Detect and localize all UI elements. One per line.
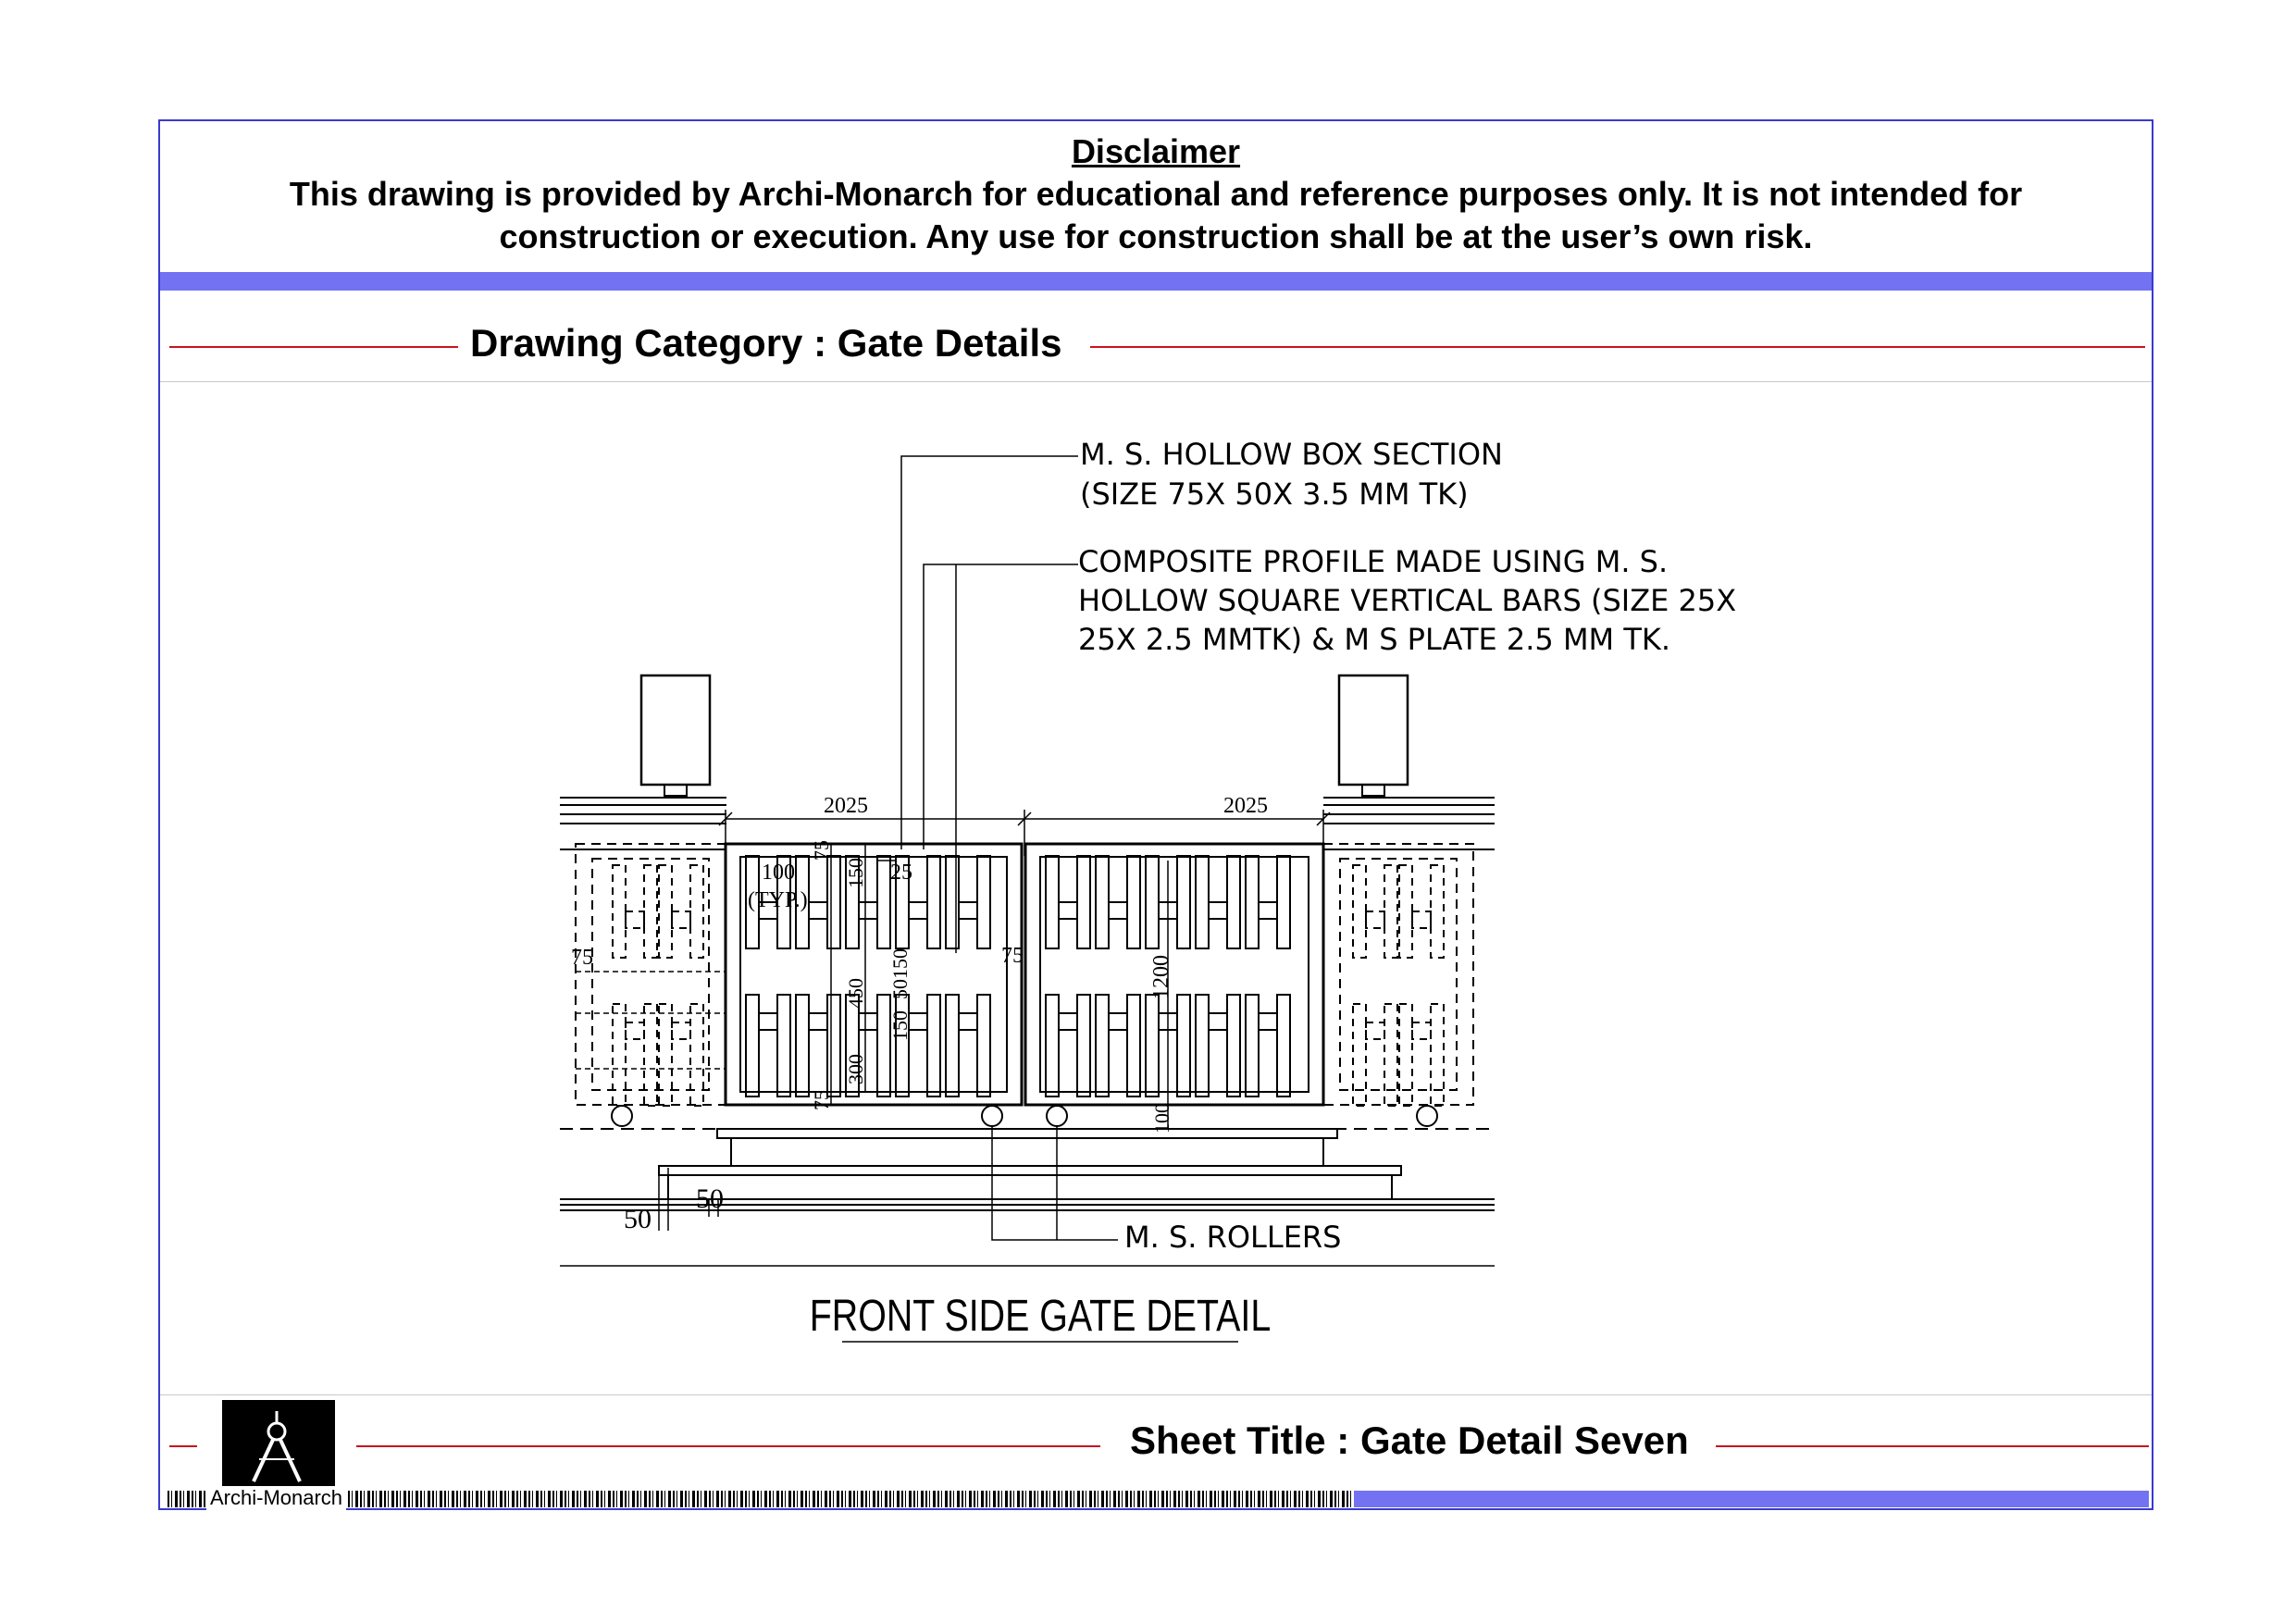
dim-75-bottom: 75 bbox=[810, 1090, 833, 1110]
dim-50-150: 50150 bbox=[888, 948, 912, 999]
dim-width-left: 2025 bbox=[824, 794, 868, 818]
pillar-lamp-left bbox=[641, 675, 710, 796]
drawing-title: FRONT SIDE GATE DETAIL bbox=[809, 1291, 1272, 1341]
label-composite-3: 25X 2.5 MMTK) & M S PLATE 2.5 MM TK. bbox=[1078, 622, 1671, 657]
side-pillar-right bbox=[1323, 844, 1473, 1106]
gate-rollers bbox=[612, 1106, 1437, 1126]
side-pillar-left bbox=[576, 844, 726, 1106]
dim-300: 300 bbox=[844, 1054, 867, 1084]
dim-50-b: 50 bbox=[696, 1183, 724, 1214]
disclaimer-text: This drawing is provided by Archi-Monarch for educational and reference purposes only. It is not intended for construction or execution. Any use for construction shall be at the user’s own risk. bbox=[289, 175, 2023, 255]
dim-25: 25 bbox=[890, 861, 912, 885]
dim-75-right: 75 bbox=[1001, 944, 1024, 968]
drawing-category: Drawing Category : Gate Details bbox=[470, 321, 1062, 365]
label-rollers: M. S. ROLLERS bbox=[1124, 1220, 1342, 1255]
label-box-section-size: (SIZE 75X 50X 3.5 MM TK) bbox=[1080, 477, 1469, 512]
dim-50-a: 50 bbox=[624, 1204, 652, 1234]
dim-width-right: 2025 bbox=[1223, 794, 1268, 818]
dim-150-mid: 150 bbox=[888, 1010, 912, 1041]
dim-450: 450 bbox=[844, 978, 867, 1009]
label-box-section: M. S. HOLLOW BOX SECTION bbox=[1080, 437, 1503, 472]
dim-typ: (TYP.) bbox=[748, 888, 808, 912]
sheet-title: Sheet Title : Gate Detail Seven bbox=[1130, 1419, 1689, 1462]
dim-1200: 1200 bbox=[1149, 955, 1173, 999]
dimension-lines bbox=[576, 810, 1330, 1231]
dim-100: 100 bbox=[762, 861, 795, 885]
logo-text: Archi-Monarch bbox=[206, 1486, 346, 1510]
pillar-coping bbox=[560, 798, 1495, 849]
dim-150-top: 150 bbox=[844, 858, 867, 888]
disclaimer-title: Disclaimer bbox=[1071, 132, 1241, 170]
dim-100-bottom: 100 bbox=[1150, 1103, 1173, 1134]
dim-75-left: 75 bbox=[571, 946, 593, 970]
label-composite-2: HOLLOW SQUARE VERTICAL BARS (SIZE 25X bbox=[1078, 583, 1737, 618]
gate-leaf-right bbox=[1025, 844, 1323, 1105]
pillar-lamp-right bbox=[1339, 675, 1408, 796]
label-composite-1: COMPOSITE PROFILE MADE USING M. S. bbox=[1078, 544, 1669, 579]
dim-75-top: 75 bbox=[810, 840, 833, 861]
annotation-text bbox=[1078, 437, 1736, 1255]
